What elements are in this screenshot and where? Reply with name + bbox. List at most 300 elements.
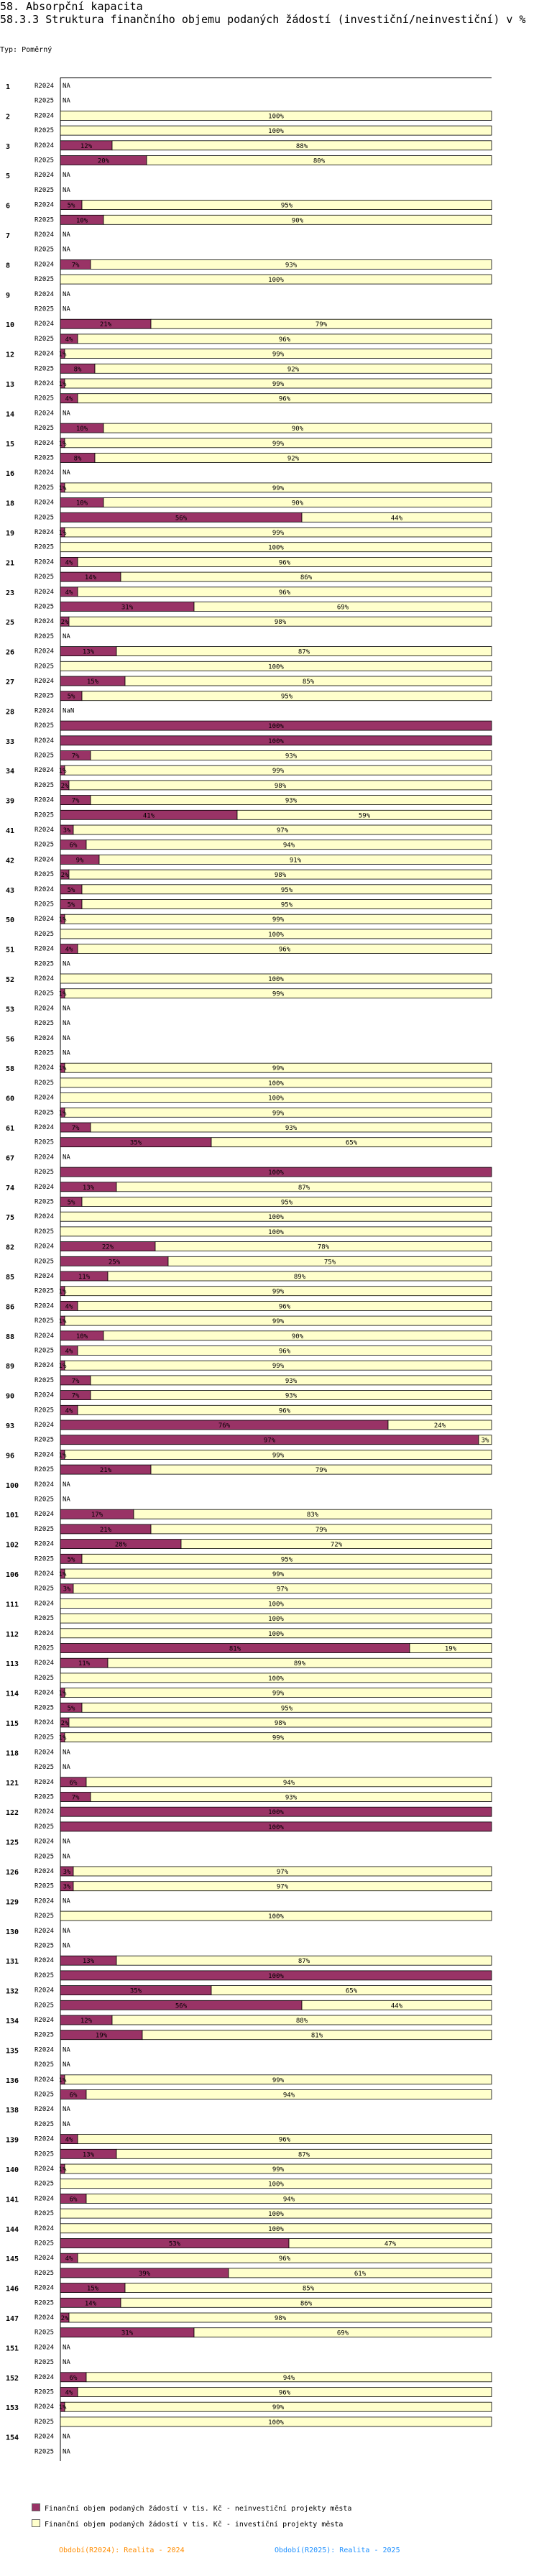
group-id-label: 16 bbox=[6, 470, 15, 479]
footer-period-2025: Období(R2025): Realita - 2025 bbox=[275, 2547, 400, 2554]
data-label-neinvesticni: 5% bbox=[67, 1556, 75, 1564]
row-period-label: R2024 bbox=[34, 1124, 55, 1131]
data-label-investicni: 100% bbox=[268, 976, 284, 983]
group-id-label: 134 bbox=[6, 2018, 19, 2025]
data-label-neinvesticni: 7% bbox=[71, 797, 80, 805]
data-label-investicni: 96% bbox=[278, 2255, 291, 2263]
row-period-label: R2025 bbox=[34, 2418, 55, 2426]
row-period-label: R2024 bbox=[34, 2373, 55, 2381]
data-label-neinvesticni: 4% bbox=[65, 1407, 73, 1415]
data-label-investicni: 100% bbox=[268, 663, 284, 671]
row-period-label: R2024 bbox=[34, 2344, 55, 2352]
row-period-label: R2025 bbox=[34, 1198, 55, 1206]
row-period-label: R2025 bbox=[34, 1049, 55, 1057]
data-label-investicni: 99% bbox=[272, 1363, 285, 1371]
data-label-investicni: 79% bbox=[315, 1526, 328, 1534]
data-label-investicni: 94% bbox=[282, 842, 295, 850]
data-label-neinvesticni: 13% bbox=[82, 2151, 95, 2159]
page-title: 58. Absorpční kapacita bbox=[0, 0, 143, 13]
group-id-label: 96 bbox=[6, 1452, 15, 1460]
group-id-label: 2 bbox=[6, 113, 11, 121]
data-label-investicni: 96% bbox=[278, 946, 291, 954]
row-note-label: NA bbox=[63, 1005, 70, 1013]
data-label-investicni: 78% bbox=[317, 1243, 330, 1251]
data-label-neinvesticni: 1% bbox=[58, 1690, 67, 1698]
data-label-neinvesticni: 4% bbox=[65, 589, 73, 597]
row-period-label: R2024 bbox=[34, 1332, 55, 1340]
row-period-label: R2025 bbox=[34, 1704, 55, 1712]
row-period-label: R2024 bbox=[34, 112, 55, 120]
group-id-label: 52 bbox=[6, 976, 15, 984]
row-period-label: R2024 bbox=[34, 350, 55, 358]
group-id-label: 67 bbox=[6, 1154, 15, 1163]
data-label-investicni: 93% bbox=[285, 1392, 298, 1400]
row-period-label: R2024 bbox=[34, 1094, 55, 1102]
group-id-label: 25 bbox=[6, 619, 15, 627]
row-period-label: R2025 bbox=[34, 960, 55, 968]
group-id-label: 39 bbox=[6, 797, 15, 806]
data-label-investicni: 79% bbox=[315, 1467, 328, 1475]
row-period-label: R2025 bbox=[34, 1942, 55, 1950]
data-label-investicni: 98% bbox=[274, 782, 287, 790]
row-period-label: R2025 bbox=[34, 901, 55, 908]
data-label-neinvesticni: 21% bbox=[99, 321, 112, 329]
group-id-label: 34 bbox=[6, 768, 15, 776]
row-period-label: R2025 bbox=[34, 1376, 55, 1384]
data-label-investicni: 87% bbox=[298, 1184, 310, 1192]
row-period-label: R2025 bbox=[34, 425, 55, 433]
data-label-neinvesticni: 4% bbox=[65, 2389, 73, 2397]
data-label-neinvesticni: 2% bbox=[60, 619, 69, 627]
data-label-neinvesticni: 1% bbox=[58, 2166, 67, 2174]
group-id-label: 27 bbox=[6, 678, 15, 686]
group-id-label: 50 bbox=[6, 916, 15, 925]
group-id-label: 7 bbox=[6, 232, 11, 240]
data-label-investicni: 100% bbox=[268, 2181, 284, 2189]
group-id-label: 90 bbox=[6, 1392, 15, 1401]
row-period-label: R2024 bbox=[34, 1927, 55, 1935]
data-label-investicni: 87% bbox=[298, 2151, 310, 2159]
group-id-label: 88 bbox=[6, 1333, 15, 1341]
data-label-investicni: 95% bbox=[280, 1199, 293, 1207]
data-label-neinvesticni: 4% bbox=[65, 2136, 73, 2144]
data-label-investicni: 100% bbox=[268, 1675, 284, 1683]
data-label-investicni: 95% bbox=[280, 1556, 293, 1564]
data-label-investicni: 98% bbox=[274, 872, 287, 880]
group-id-label: 154 bbox=[6, 2434, 19, 2442]
group-id-label: 114 bbox=[6, 1690, 19, 1698]
footer-period-2024: Období(R2024): Realita - 2024 bbox=[59, 2547, 185, 2554]
data-label-neinvesticni: 81% bbox=[229, 1645, 241, 1653]
data-label-neinvesticni: 21% bbox=[99, 1526, 112, 1534]
data-label-neinvesticni: 10% bbox=[75, 1333, 88, 1340]
data-label-investicni: 93% bbox=[285, 797, 298, 805]
row-note-label: NA bbox=[63, 1154, 70, 1162]
group-id-label: 42 bbox=[6, 857, 15, 865]
row-period-label: R2024 bbox=[34, 1600, 55, 1608]
chart-subtitle: 58.3.3 Struktura finančního objemu podaných žádostí (investiční/neinvestiční) v % bbox=[0, 13, 526, 26]
data-label-neinvesticni: 53% bbox=[168, 2240, 181, 2248]
data-label-investicni: 95% bbox=[280, 886, 293, 894]
data-label-investicni: 100% bbox=[268, 2419, 284, 2426]
row-period-label: R2025 bbox=[34, 1466, 55, 1474]
data-label-investicni: 95% bbox=[280, 693, 293, 701]
group-id-label: 118 bbox=[6, 1749, 19, 1758]
data-label-neinvesticni: 1% bbox=[58, 1363, 67, 1371]
data-label-neinvesticni: 4% bbox=[65, 1303, 73, 1311]
data-label-neinvesticni: 1% bbox=[58, 990, 67, 998]
data-label-investicni: 89% bbox=[293, 1660, 306, 1668]
row-period-label: R2025 bbox=[34, 752, 55, 760]
row-note-label: NA bbox=[63, 1927, 70, 1935]
group-id-label: 43 bbox=[6, 886, 15, 895]
data-label-investicni: 86% bbox=[300, 2300, 313, 2308]
data-label-investicni: 47% bbox=[384, 2240, 397, 2248]
data-label-investicni: 89% bbox=[293, 1274, 306, 1281]
row-period-label: R2024 bbox=[34, 529, 55, 536]
group-id-label: 21 bbox=[6, 559, 15, 568]
data-label-investicni: 97% bbox=[276, 1586, 289, 1593]
data-label-investicni: 93% bbox=[285, 1125, 298, 1132]
data-label-investicni: 65% bbox=[345, 1987, 358, 1995]
group-id-label: 139 bbox=[6, 2136, 19, 2145]
row-period-label: R2025 bbox=[34, 186, 55, 194]
row-period-label: R2025 bbox=[34, 1228, 55, 1236]
row-period-label: R2024 bbox=[34, 2106, 55, 2114]
row-period-label: R2025 bbox=[34, 1496, 55, 1504]
row-period-label: R2024 bbox=[34, 2255, 55, 2263]
row-period-label: R2025 bbox=[34, 216, 55, 224]
group-id-label: 136 bbox=[6, 2076, 19, 2085]
row-period-label: R2025 bbox=[34, 871, 55, 879]
data-label-investicni: 99% bbox=[272, 2166, 285, 2174]
row-period-label: R2025 bbox=[34, 2002, 55, 2010]
row-period-label: R2025 bbox=[34, 2150, 55, 2158]
row-period-label: R2025 bbox=[34, 1644, 55, 1652]
row-period-label: R2025 bbox=[34, 990, 55, 998]
row-note-label: NA bbox=[63, 1481, 70, 1489]
data-label-investicni: 100% bbox=[268, 1214, 284, 1222]
row-period-label: R2025 bbox=[34, 722, 55, 730]
row-period-label: R2024 bbox=[34, 1778, 55, 1786]
row-period-label: R2025 bbox=[34, 2061, 55, 2069]
data-label-investicni: 98% bbox=[274, 2315, 287, 2322]
row-period-label: R2024 bbox=[34, 975, 55, 983]
row-note-label: NA bbox=[63, 2359, 70, 2367]
data-label-investicni: 100% bbox=[268, 931, 284, 939]
row-period-label: R2025 bbox=[34, 1347, 55, 1355]
row-period-label: R2024 bbox=[34, 1570, 55, 1578]
data-label-investicni: 92% bbox=[287, 455, 300, 463]
data-label-investicni: 96% bbox=[278, 589, 291, 597]
row-period-label: R2025 bbox=[34, 1138, 55, 1146]
group-id-label: 8 bbox=[6, 262, 11, 270]
data-label-neinvesticni: 2% bbox=[60, 2315, 69, 2322]
data-label-investicni: 88% bbox=[295, 142, 308, 150]
data-label-investicni: 87% bbox=[298, 648, 310, 656]
data-label-neinvesticni: 39% bbox=[138, 2270, 151, 2278]
legend-item-investicni bbox=[32, 2517, 351, 2533]
group-id-label: 145 bbox=[6, 2255, 19, 2264]
row-period-label: R2025 bbox=[34, 246, 55, 254]
data-label-neinvesticni: 1% bbox=[58, 2076, 67, 2084]
row-period-label: R2024 bbox=[34, 290, 55, 298]
group-id-label: 111 bbox=[6, 1601, 19, 1609]
data-label-neinvesticni: 1% bbox=[58, 1110, 67, 1118]
row-period-label: R2024 bbox=[34, 648, 55, 656]
row-period-label: R2024 bbox=[34, 1005, 55, 1013]
data-label-neinvesticni: 5% bbox=[67, 693, 75, 701]
row-period-label: R2024 bbox=[34, 1422, 55, 1429]
data-label-investicni: 99% bbox=[272, 1065, 285, 1073]
row-period-label: R2024 bbox=[34, 737, 55, 745]
row-period-label: R2025 bbox=[34, 1972, 55, 1979]
row-period-label: R2024 bbox=[34, 2225, 55, 2232]
data-label-investicni: 99% bbox=[272, 1110, 285, 1118]
group-id-label: 129 bbox=[6, 1898, 19, 1907]
row-period-label: R2025 bbox=[34, 2031, 55, 2039]
row-period-label: R2025 bbox=[34, 127, 55, 135]
row-period-label: R2025 bbox=[34, 1823, 55, 1831]
group-id-label: 146 bbox=[6, 2285, 19, 2294]
data-label-neinvesticni: 7% bbox=[71, 262, 80, 270]
row-period-label: R2024 bbox=[34, 410, 55, 418]
data-label-neinvesticni: 13% bbox=[82, 648, 95, 656]
row-period-label: R2025 bbox=[34, 1764, 55, 1772]
data-label-investicni: 96% bbox=[278, 1348, 291, 1356]
row-period-label: R2024 bbox=[34, 1660, 55, 1668]
row-period-label: R2024 bbox=[34, 2433, 55, 2441]
group-id-label: 53 bbox=[6, 1006, 15, 1014]
row-period-label: R2024 bbox=[34, 172, 55, 180]
row-period-label: R2025 bbox=[34, 2299, 55, 2307]
data-label-investicni: 19% bbox=[444, 1645, 457, 1653]
row-period-label: R2024 bbox=[34, 2404, 55, 2411]
row-note-label: NA bbox=[63, 1838, 70, 1846]
row-note-label: NA bbox=[63, 290, 70, 298]
group-id-label: 125 bbox=[6, 1839, 19, 1847]
data-label-investicni: 90% bbox=[291, 426, 304, 433]
data-label-neinvesticni: 6% bbox=[69, 2092, 78, 2099]
row-period-label: R2025 bbox=[34, 1882, 55, 1890]
data-label-neinvesticni: 1% bbox=[58, 1288, 67, 1296]
data-label-investicni: 100% bbox=[268, 113, 284, 121]
row-period-label: R2025 bbox=[34, 2091, 55, 2099]
group-id-label: 93 bbox=[6, 1422, 15, 1430]
data-label-neinvesticni: 9% bbox=[75, 857, 84, 865]
data-label-neinvesticni: 1% bbox=[58, 1571, 67, 1578]
row-period-label: R2025 bbox=[34, 2269, 55, 2277]
data-label-neinvesticni: 76% bbox=[218, 1422, 231, 1430]
data-label-investicni: 99% bbox=[272, 1571, 285, 1578]
data-label-neinvesticni: 11% bbox=[78, 1274, 91, 1281]
row-note-label: NA bbox=[63, 410, 70, 418]
row-period-label: R2024 bbox=[34, 707, 55, 715]
data-label-investicni: 96% bbox=[278, 559, 291, 567]
row-period-label: R2024 bbox=[34, 945, 55, 953]
row-period-label: R2024 bbox=[34, 439, 55, 447]
data-label-neinvesticni: 56% bbox=[175, 515, 188, 523]
data-label-investicni: 44% bbox=[390, 515, 403, 523]
data-label-investicni: 100% bbox=[268, 2225, 284, 2233]
data-label-investicni: 59% bbox=[358, 812, 371, 820]
row-period-label: R2024 bbox=[34, 1957, 55, 1965]
data-label-neinvesticni: 5% bbox=[67, 1199, 75, 1207]
data-label-investicni: 94% bbox=[282, 2196, 295, 2204]
row-period-label: R2024 bbox=[34, 1749, 55, 1757]
group-id-label: 152 bbox=[6, 2374, 19, 2383]
row-note-label: NA bbox=[63, 469, 70, 477]
group-id-label: 126 bbox=[6, 1869, 19, 1877]
data-label-investicni: 99% bbox=[272, 916, 285, 924]
data-label-neinvesticni: 41% bbox=[142, 812, 155, 820]
data-label-investicni: 100% bbox=[268, 2211, 284, 2219]
data-label-neinvesticni: 22% bbox=[101, 1243, 114, 1251]
data-label-neinvesticni: 14% bbox=[84, 2300, 97, 2308]
row-period-label: R2024 bbox=[34, 142, 55, 150]
group-id-label: 28 bbox=[6, 708, 15, 717]
data-label-neinvesticni: 1% bbox=[58, 2404, 67, 2412]
data-label-investicni: 99% bbox=[272, 1318, 285, 1326]
row-period-label: R2024 bbox=[34, 2135, 55, 2143]
row-period-label: R2024 bbox=[34, 2314, 55, 2322]
row-period-label: R2024 bbox=[34, 1689, 55, 1697]
group-id-label: 3 bbox=[6, 142, 11, 151]
row-period-label: R2024 bbox=[34, 261, 55, 269]
data-label-investicni: 100% bbox=[268, 1228, 284, 1236]
row-period-label: R2024 bbox=[34, 1898, 55, 1905]
data-label-investicni: 96% bbox=[278, 395, 291, 403]
row-period-label: R2024 bbox=[34, 1183, 55, 1191]
data-label-investicni: 44% bbox=[390, 2002, 403, 2010]
row-note-label: NaN bbox=[63, 707, 75, 715]
group-id-label: 138 bbox=[6, 2107, 19, 2115]
data-label-investicni: 100% bbox=[268, 1913, 284, 1921]
data-label-investicni: 99% bbox=[272, 381, 285, 388]
data-label-neinvesticni: 6% bbox=[69, 2196, 78, 2204]
data-label-investicni: 96% bbox=[278, 2389, 291, 2397]
group-id-label: 10 bbox=[6, 321, 15, 330]
row-period-label: R2025 bbox=[34, 603, 55, 611]
row-period-label: R2024 bbox=[34, 83, 55, 90]
data-label-neinvesticni: 100% bbox=[268, 737, 284, 745]
row-note-label: NA bbox=[63, 1898, 70, 1905]
row-period-label: R2025 bbox=[34, 663, 55, 671]
group-id-label: 13 bbox=[6, 381, 15, 389]
data-label-investicni: 100% bbox=[268, 1080, 284, 1087]
data-label-neinvesticni: 3% bbox=[63, 1869, 71, 1876]
row-period-label: R2025 bbox=[34, 2210, 55, 2218]
row-period-label: R2025 bbox=[34, 811, 55, 819]
row-note-label: NA bbox=[63, 2120, 70, 2128]
data-label-investicni: 90% bbox=[291, 217, 304, 225]
legend-label-neinvesticni: Finanční objem podaných žádostí v tis. Kč - neinvestiční projekty města bbox=[45, 2505, 352, 2513]
data-label-neinvesticni: 12% bbox=[80, 142, 93, 150]
data-label-investicni: 69% bbox=[336, 604, 349, 612]
data-label-neinvesticni: 5% bbox=[67, 901, 75, 909]
row-period-label: R2025 bbox=[34, 781, 55, 789]
data-label-neinvesticni: 6% bbox=[69, 2374, 78, 2382]
row-period-label: R2024 bbox=[34, 2284, 55, 2292]
data-label-neinvesticni: 1% bbox=[58, 530, 67, 537]
row-period-label: R2025 bbox=[34, 1258, 55, 1266]
row-period-label: R2025 bbox=[34, 1615, 55, 1623]
row-period-label: R2025 bbox=[34, 1674, 55, 1682]
data-label-investicni: 96% bbox=[278, 336, 291, 344]
row-period-label: R2025 bbox=[34, 1109, 55, 1117]
data-label-neinvesticni: 3% bbox=[63, 827, 71, 834]
row-period-label: R2024 bbox=[34, 1302, 55, 1310]
row-period-label: R2024 bbox=[34, 380, 55, 387]
row-note-label: NA bbox=[63, 305, 70, 313]
group-id-label: 9 bbox=[6, 291, 11, 300]
group-id-label: 113 bbox=[6, 1660, 19, 1669]
group-id-label: 19 bbox=[6, 530, 15, 538]
row-period-label: R2025 bbox=[34, 395, 55, 402]
row-period-label: R2025 bbox=[34, 365, 55, 373]
row-period-label: R2025 bbox=[34, 632, 55, 640]
data-label-neinvesticni: 100% bbox=[268, 1809, 284, 1817]
row-period-label: R2025 bbox=[34, 692, 55, 700]
row-period-label: R2024 bbox=[34, 1838, 55, 1846]
data-label-investicni: 98% bbox=[274, 1720, 287, 1727]
group-id-label: 26 bbox=[6, 648, 15, 657]
row-period-label: R2025 bbox=[34, 1734, 55, 1742]
data-label-investicni: 93% bbox=[285, 753, 298, 760]
row-note-label: NA bbox=[63, 2061, 70, 2069]
data-label-investicni: 90% bbox=[291, 500, 304, 507]
group-id-label: 85 bbox=[6, 1274, 15, 1282]
row-period-label: R2025 bbox=[34, 2359, 55, 2367]
data-label-neinvesticni: 35% bbox=[129, 1139, 142, 1147]
group-id-label: 82 bbox=[6, 1243, 15, 1252]
group-id-label: 130 bbox=[6, 1928, 19, 1936]
row-period-label: R2024 bbox=[34, 1987, 55, 1995]
data-label-investicni: 100% bbox=[268, 1095, 284, 1103]
row-period-label: R2024 bbox=[34, 618, 55, 626]
row-period-label: R2024 bbox=[34, 796, 55, 804]
data-label-neinvesticni: 4% bbox=[65, 559, 73, 567]
data-label-neinvesticni: 7% bbox=[71, 1377, 80, 1385]
group-id-label: 101 bbox=[6, 1512, 19, 1520]
row-period-label: R2025 bbox=[34, 2240, 55, 2248]
data-label-investicni: 96% bbox=[278, 1303, 291, 1311]
row-note-label: NA bbox=[63, 246, 70, 254]
data-label-investicni: 90% bbox=[291, 1333, 304, 1340]
data-label-investicni: 99% bbox=[272, 990, 285, 998]
data-label-investicni: 80% bbox=[313, 157, 326, 165]
row-period-label: R2025 bbox=[34, 1287, 55, 1295]
data-label-neinvesticni: 19% bbox=[95, 2032, 108, 2040]
data-label-neinvesticni: 7% bbox=[71, 1125, 80, 1132]
data-label-neinvesticni: 100% bbox=[268, 1972, 284, 1980]
data-label-investicni: 100% bbox=[268, 128, 284, 136]
data-label-investicni: 61% bbox=[354, 2270, 367, 2278]
row-note-label: NA bbox=[63, 2106, 70, 2114]
row-period-label: R2025 bbox=[34, 1913, 55, 1920]
data-label-investicni: 99% bbox=[272, 530, 285, 537]
row-note-label: NA bbox=[63, 1749, 70, 1757]
group-id-label: 61 bbox=[6, 1125, 15, 1133]
chart-legend bbox=[32, 2501, 351, 2533]
group-id-label: 141 bbox=[6, 2196, 19, 2204]
row-period-label: R2024 bbox=[34, 201, 55, 209]
data-label-neinvesticni: 2% bbox=[60, 782, 69, 790]
data-label-neinvesticni: 17% bbox=[91, 1512, 103, 1519]
group-id-label: 153 bbox=[6, 2404, 19, 2413]
data-label-neinvesticni: 10% bbox=[75, 426, 88, 433]
row-period-label: R2024 bbox=[34, 2076, 55, 2084]
